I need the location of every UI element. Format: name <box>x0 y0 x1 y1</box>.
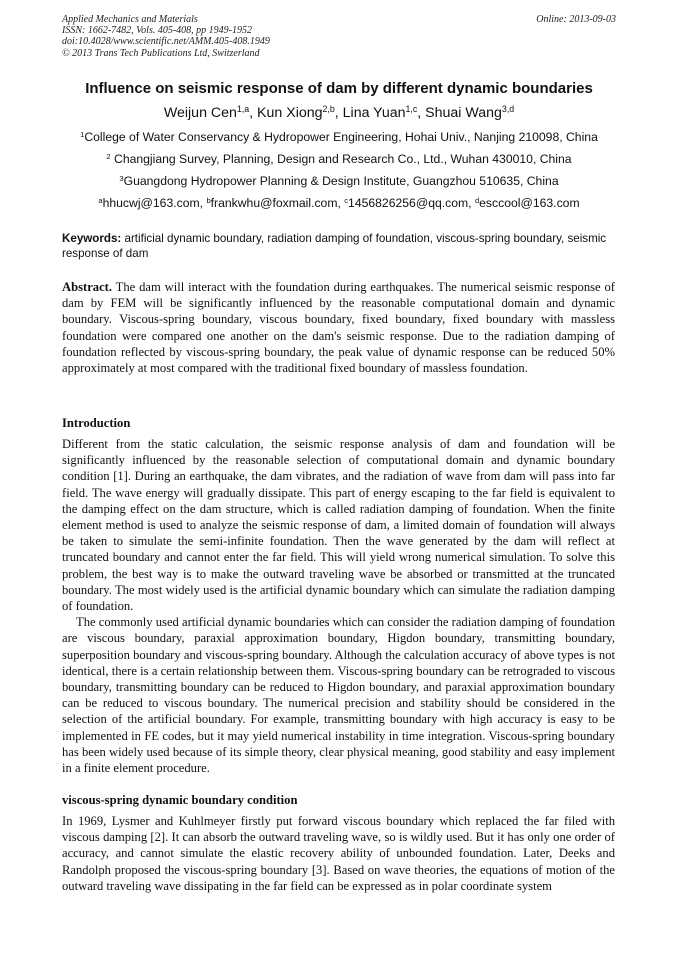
author-name: Lina Yuan <box>342 105 406 121</box>
section-heading-introduction: Introduction <box>62 416 131 430</box>
author-list <box>0 104 678 122</box>
email-address[interactable]: frankwhu@foxmail.com <box>210 196 338 210</box>
email-mark: c <box>344 195 349 205</box>
section-heading-viscous-spring: viscous-spring dynamic boundary condition <box>62 793 298 807</box>
affiliation-text: Guangdong Hydropower Planning & Design Institute, Guangzhou 510635, China <box>123 174 559 188</box>
affiliation-text: College of Water Conservancy & Hydropower Engineering, Hohai Univ., Nanjing 210098, China <box>84 130 598 144</box>
keywords-label: Keywords: <box>62 232 122 245</box>
paragraph: In 1969, Lysmer and Kuhlmeyer firstly put forward viscous boundary which replaced the far filed with viscous damping [2]. It can absorb the outward traveling wave, so is wildly used. But it has only one order of accuracy, and cannot simulate the elastic recovery ability of unbounded foundation. Later, Deeks and Randolph proposed the viscous-spring boundary [3]. Based on wave theories, the equations of motion of the outward traveling wave dissipating in the far field can be expressed as in polar coordinate system <box>62 814 615 893</box>
paragraph: Different from the static calculation, the seismic response analysis of dam and foundation will be significantly influenced by the reasonable selection of computational domain and dynamic boundary condition [1]. During an earthquake, the dam vibrates, and the radiation of wave from dam will pass into far field. The wave energy will gradually dissipate. This part of energy escaping to the far field is equivalent to the damping effect on the dam structure, which is called radiation damping of foundation. When the finite element method is used to analyze the seismic response of dam, a limited domain of foundation will always be taken to simulate the semi-infinite foundation. Then the wave generated by the dam will reflect at truncated boundary and cannot enter the far field. This will yield wrong numerical simulation. To solve this problem, the best way is to make the outward traveling wave be absorbed or transmitted at the truncated boundary. The most widely used is the artificial dynamic boundary which can simulate the radiation damping of foundation. <box>62 437 615 614</box>
email-address[interactable]: esccool@163.com <box>479 196 580 210</box>
author-superscript: 1,a <box>236 104 250 115</box>
email-mark: a <box>98 195 103 205</box>
paper-title: Influence on seismic response of dam by different dynamic boundaries <box>85 80 593 97</box>
affiliation-mark: 1 <box>80 129 85 139</box>
keywords <box>62 232 614 261</box>
abstract-text: The dam will interact with the foundation during earthquakes. The numerical seismic response of dam by FEM will be significantly influenced by the reasonable computational domain and dynamic boundary. Viscous-spring boundary, viscous boundary, fixed boundary, fixed boundary with massless foundation were compared one another on the dam's seismic response. Due to the radiation damping of foundation reflected by viscous-spring boundary, the peak value of dynamic response can be reduced 50% approximately at most compared with the traditional fixed boundary of massless foundation. <box>62 280 615 376</box>
keywords-text: artificial dynamic boundary, radiation damping of foundation, viscous-spring boundary, seismic response of dam <box>62 232 607 260</box>
affiliation-mark: 2 <box>106 151 111 161</box>
introduction-body <box>62 436 615 776</box>
journal-header <box>62 14 616 59</box>
author: Lina Yuan$^{1,c}$, <box>342 104 426 121</box>
abstract-label: Abstract. <box>62 280 113 294</box>
affiliation <box>0 130 678 145</box>
journal-name: Applied Mechanics and Materials <box>62 14 198 25</box>
affiliation <box>0 174 678 189</box>
section2-body <box>62 813 615 894</box>
author-superscript: 1,c <box>405 104 418 115</box>
copyright-line: © 2013 Trans Tech Publications Ltd, Switzerland <box>62 47 260 59</box>
issn-line: ISSN: 1662-7482, Vols. 405-408, pp 1949-1952 <box>62 25 252 37</box>
affiliation-mark: 3 <box>119 173 124 183</box>
abstract <box>62 279 615 376</box>
email-address[interactable]: hhucwj@163.com <box>102 196 200 210</box>
author-name: Shuai Wang <box>425 105 502 121</box>
email-list: $^a$hhucwj@163.com, $^b$frankwhu@foxmail.com, $^c$1456826256@qq.com, $^d$esccool@163.com <box>98 195 580 210</box>
online-date: Online: 2013-09-03 <box>536 14 616 25</box>
author-superscript: 2,b <box>322 104 335 115</box>
author: Weijun Cen$^{1,a}$, <box>163 104 258 121</box>
author-superscript: 3,d <box>501 104 515 115</box>
paragraph: The commonly used artificial dynamic boundaries which can consider the radiation damping of foundation are viscous boundary, paraxial approximation boundary, Higdon boundary, transmitting boundary, superposition boundary and viscous-spring boundary. Although the calculation accuracy of above types is not identical, there is a certain relationship between them. Viscous-spring boundary can be retrograded to viscous boundary, transmitting boundary can be reduced to Higdon boundary, and paraxial approximation boundary can be reduced to viscous boundary. The numerical precision and stability should be considered in the selection of the artificial boundary. For example, transmitting boundary with high accuracy is easy to be implemented in FE codes, but it may yield numerical instability in time integration. Viscous-spring boundary has been widely used because of its simple theory, clear physical meaning, good stability and easy implement in a finite element procedure. <box>62 615 615 776</box>
email-mark: d <box>474 195 480 205</box>
author: Kun Xiong$^{2,b}$, <box>257 104 343 121</box>
email-mark: b <box>206 195 211 205</box>
affiliation-text: Changjiang Survey, Planning, Design and Research Co., Ltd., Wuhan 430010, China <box>110 152 572 166</box>
email-address[interactable]: 1456826256@qq.com <box>348 196 469 210</box>
author-name: Kun Xiong <box>257 105 323 121</box>
author-name: Weijun Cen <box>163 105 237 121</box>
affiliation <box>0 152 678 167</box>
author <box>425 105 514 121</box>
doi-line: doi:10.4028/www.scientific.net/AMM.405-408.1949 <box>62 36 270 48</box>
